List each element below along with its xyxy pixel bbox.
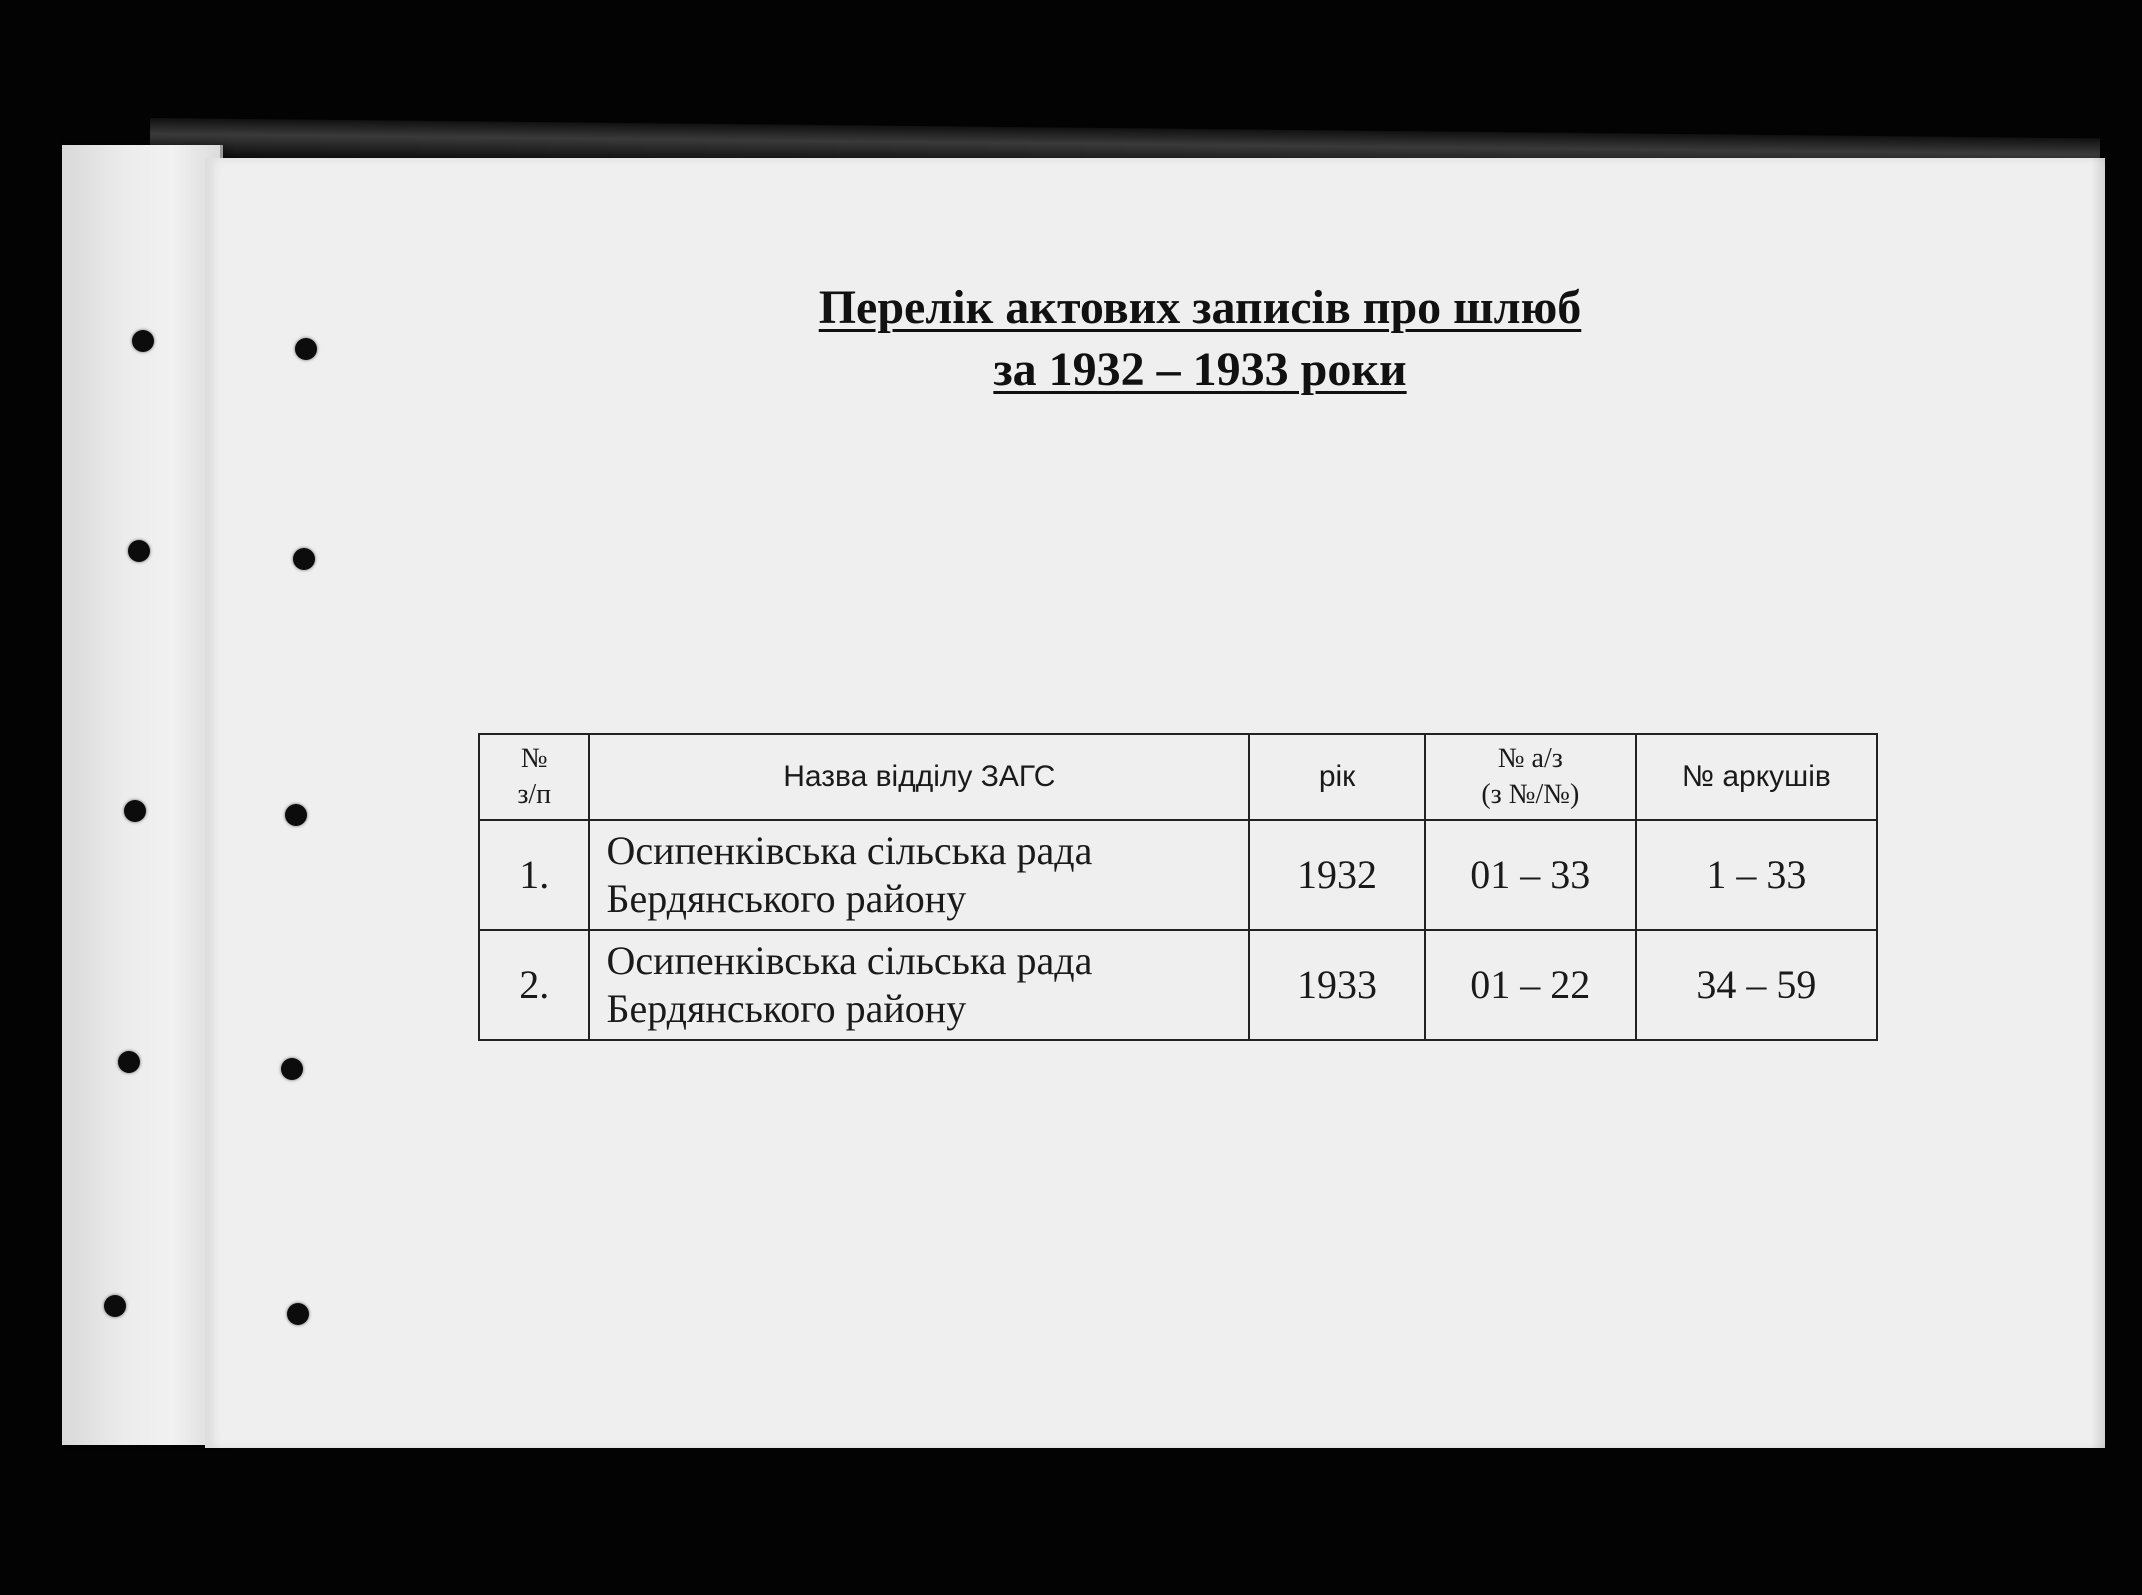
header-sheets: № аркушів [1636,734,1877,820]
title-line-1: Перелік актових записів про шлюб [818,281,1582,334]
punch-hole [118,1051,140,1073]
cell-name-line1: Осипенківська сільська рада [606,938,1093,983]
marriage-records-table [478,733,1878,1041]
header-number-line1: № [520,743,548,774]
cell-year: 1932 [1249,820,1425,930]
cell-name-line1: Осипенківська сільська рада [606,828,1093,873]
punch-hole [281,1058,303,1080]
header-act-numbers [1425,734,1636,820]
punch-hole [132,330,154,352]
cell-act-numbers: 01 – 22 [1425,930,1636,1040]
cell-name-line2: Бердянського району [606,876,967,921]
cell-sheets: 1 – 33 [1636,820,1877,930]
table-row [479,820,1877,930]
punch-hole [124,800,146,822]
cell-act-numbers: 01 – 33 [1425,820,1636,930]
header-acts-line2: (з №/№) [1481,779,1580,810]
header-registry-office: Назва відділу ЗАГС [589,734,1249,820]
punch-hole [287,1303,309,1325]
cell-number: 2. [479,930,589,1040]
cell-year: 1933 [1249,930,1425,1040]
punch-hole [293,548,315,570]
punch-hole [104,1295,126,1317]
punch-hole [295,338,317,360]
table-header-row [479,734,1877,820]
header-acts-line1: № а/з [1497,743,1563,774]
header-number-line2: з/п [517,779,552,810]
punch-hole [128,540,150,562]
punch-hole [285,804,307,826]
title-line-2: за 1932 – 1933 роки [993,343,1407,396]
cell-sheets: 34 – 59 [1636,930,1877,1040]
header-year: рік [1249,734,1425,820]
cell-number: 1. [479,820,589,930]
document-title [600,277,1800,401]
cell-registry-office [589,820,1249,930]
folded-paper-strip [62,145,223,1445]
cell-registry-office [589,930,1249,1040]
cell-name-line2: Бердянського району [606,986,967,1031]
table-row [479,930,1877,1040]
header-number [479,734,589,820]
